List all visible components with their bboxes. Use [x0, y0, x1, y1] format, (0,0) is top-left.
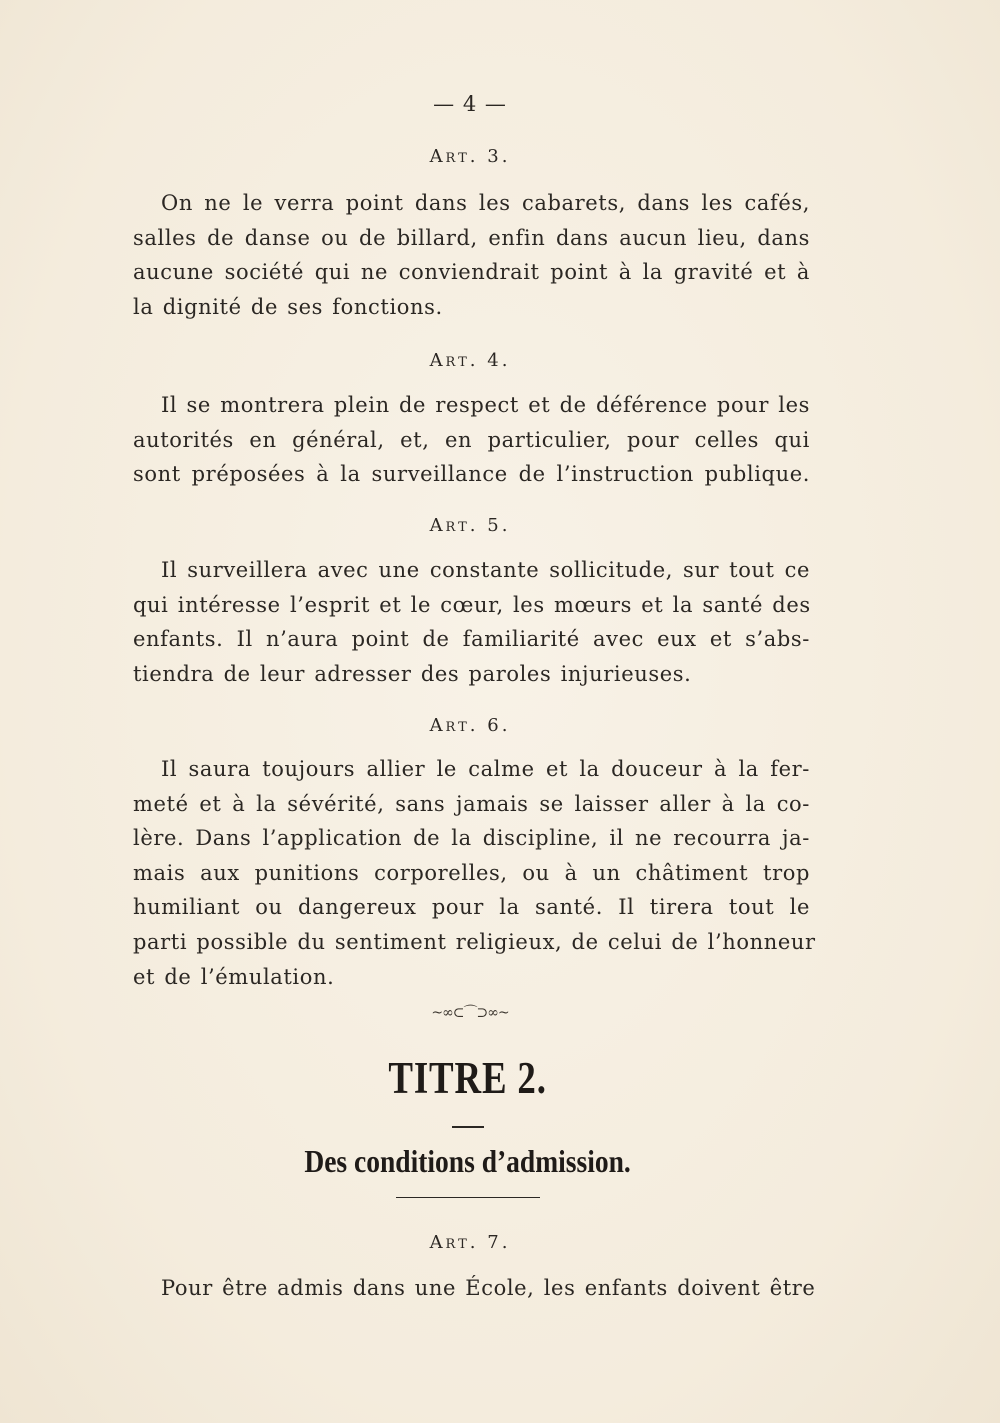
paragraph-line: qui intéresse l’esprit et le cœur, les mœurs et la santé des — [133, 592, 811, 617]
subtitle-rule — [396, 1197, 540, 1198]
paragraph-line: parti possible du sentiment religieux, de celui de l’honneur — [133, 929, 816, 954]
paragraph-line: meté et à la sévérité, sans jamais se laisser aller à la co- — [133, 791, 810, 816]
section-subtitle: Des conditions d’admission. — [304, 1143, 631, 1179]
paragraph-line: enfants. Il n’aura point de familiarité avec eux et s’abs- — [133, 627, 810, 652]
article-heading-6: Art. 6. — [429, 715, 511, 736]
paragraph-line: et de l’émulation. — [133, 964, 335, 989]
article-7-paragraph — [133, 1271, 816, 1306]
article-3-paragraph — [133, 186, 810, 324]
paragraph-line: On ne le verra point dans les cabarets, dans les cafés, — [161, 191, 810, 215]
paragraph-line: sont préposées à la surveillance de l’instruction publique. — [133, 462, 810, 487]
article-heading-7: Art. 7. — [429, 1232, 511, 1253]
paragraph-line: lère. Dans l’application de la discipline, il ne recourra ja- — [133, 826, 810, 851]
paragraph-line: tiendra de leur adresser des paroles injurieuses. — [133, 661, 692, 686]
ornament-divider: ~∞⊂⌒⊃∞~ — [431, 1005, 509, 1021]
article-heading-4: Art. 4. — [429, 350, 511, 371]
page-number: — 4 — — [433, 92, 507, 116]
paragraph-line: aucune société qui ne conviendrait point à la gravité et à — [133, 260, 810, 285]
article-heading-5: Art. 5. — [429, 515, 511, 536]
paragraph-line: Il se montrera plein de respect et de déférence pour les — [161, 393, 810, 417]
article-heading-3: Art. 3. — [429, 146, 511, 167]
article-4-paragraph — [133, 388, 810, 492]
section-title: TITRE 2. — [388, 1053, 547, 1103]
paragraph-line: Pour être admis dans une École, les enfants doivent être — [161, 1276, 816, 1300]
paragraph-line: mais aux punitions corporelles, ou à un châtiment trop — [133, 860, 810, 885]
paragraph-line: la dignité de ses fonctions. — [133, 294, 443, 319]
title-rule — [452, 1126, 484, 1128]
paragraph-line: Il saura toujours allier le calme et la douceur à la fer- — [161, 757, 810, 781]
article-6-paragraph — [133, 752, 816, 994]
paragraph-line: Il surveillera avec une constante sollicitude, sur tout ce — [161, 558, 810, 582]
article-5-paragraph — [133, 553, 810, 691]
paragraph-line: autorités en général, et, en particulier, pour celles qui — [133, 427, 810, 452]
paragraph-line: salles de danse ou de billard, enfin dans aucun lieu, dans — [133, 225, 810, 250]
paragraph-line: humiliant ou dangereux pour la santé. Il tirera tout le — [133, 895, 810, 920]
